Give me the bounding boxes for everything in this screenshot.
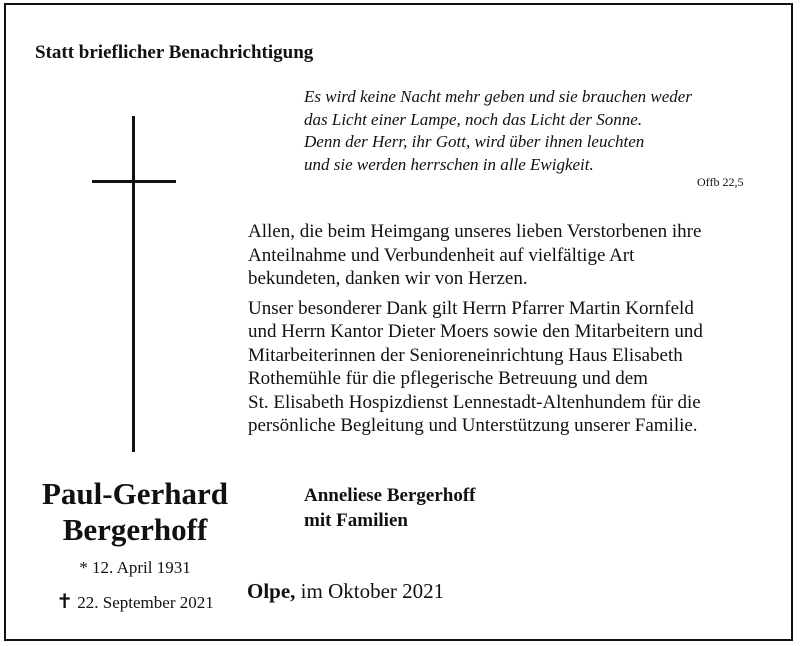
thanks-paragraph-1 [248, 220, 778, 291]
text-line: Anteilnahme und Verbundenheit auf vielfältige Art [248, 244, 635, 266]
text-line: Unser besonderer Dank gilt Herrn Pfarrer Martin Kornfeld [248, 297, 694, 319]
signer-name: Anneliese Bergerhoff [304, 485, 476, 506]
deceased-first-name: Paul-Gerhard [42, 476, 228, 511]
text-line: bekundeten, danken wir von Herzen. [248, 268, 528, 289]
text-line: Mitarbeiterinnen der Senioreneinrichtung Haus Elisabeth [248, 344, 683, 366]
verse-reference: Offb 22,5 [697, 175, 744, 189]
deceased-last-name: Bergerhoff [62, 512, 208, 547]
bible-verse [304, 86, 774, 176]
text-line: und Herrn Kantor Dieter Moers sowie den Mitarbeitern und [248, 321, 703, 342]
signer-family: mit Familien [304, 510, 408, 531]
text-line: Allen, die beim Heimgang unseres lieben Verstorbenen ihre [248, 221, 702, 242]
death-date: 22. September 2021 [77, 593, 214, 612]
cross-vertical-bar [132, 116, 135, 452]
thanks-text [248, 220, 778, 444]
verse-line: Denn der Herr, ihr Gott, wird über ihnen leuchten [304, 132, 645, 151]
cross-icon [92, 116, 176, 452]
signers [304, 483, 475, 533]
verse-line: Es wird keine Nacht mehr geben und sie brauchen weder [304, 87, 692, 106]
death-cross-icon: ✝ [56, 589, 74, 613]
text-line: St. Elisabeth Hospizdienst Lennestadt-Altenhundem für die [248, 391, 701, 413]
verse-line: das Licht einer Lampe, noch das Licht der Sonne. [304, 109, 643, 129]
text-line: Rothemühle für die pflegerische Betreuung und dem [248, 368, 648, 389]
place-city: Olpe, [247, 579, 296, 603]
verse-line: und sie werden herrschen in alle Ewigkeit. [304, 154, 594, 174]
deceased-name [30, 476, 240, 548]
thanks-paragraph-2 [248, 297, 778, 438]
birth-date: * 12. April 1931 [79, 558, 191, 577]
place-date [247, 579, 444, 604]
text-line: persönliche Begleitung und Unterstützung unserer Familie. [248, 415, 698, 436]
place-month: im Oktober 2021 [300, 579, 445, 603]
notice-heading: Statt brieflicher Benachrichtigung [35, 42, 314, 63]
cross-horizontal-bar [92, 180, 176, 183]
death-date-row [30, 589, 240, 613]
